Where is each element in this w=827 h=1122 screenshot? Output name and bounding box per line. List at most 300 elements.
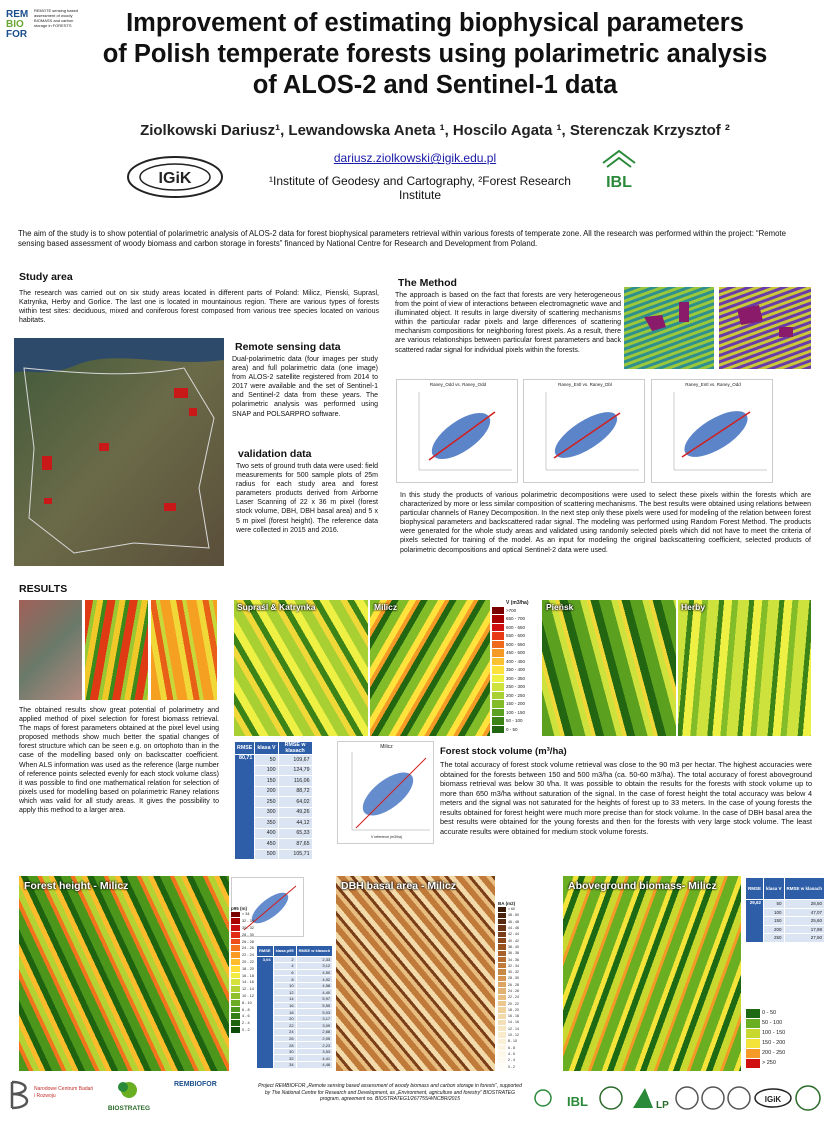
volume-legend-label: 450 - 500 xyxy=(506,650,526,656)
table-cell: 47,07 xyxy=(784,908,825,917)
height-legend-label: 32 - 34 xyxy=(242,919,254,924)
fsv-heading: Forest stock volume (m³/ha) xyxy=(440,746,567,757)
agb-legend-label: 100 - 150 xyxy=(762,1030,786,1036)
volume-legend-item xyxy=(492,674,542,683)
volume-legend-item xyxy=(492,632,542,641)
dbh-legend-item xyxy=(498,1063,528,1069)
table-cell: 4,92 xyxy=(296,976,333,983)
agb-legend-item xyxy=(746,1038,806,1048)
dbh-legend-label: 24 - 26 xyxy=(508,989,519,993)
volume-legend-label: 250 - 300 xyxy=(506,684,526,690)
method-text-1: The approach is based on the fact that forests are very heterogeneous from the point of view of interactions between electromagnetic wave and illuminated object. It results in large diversity of scattering mechanisms within the particular radar pixels and large differences of scattering mechanism compositions for neighboring forest pixels. As a result, there are various relationships between particular forest parameters and back scattered radar signal for individual pixels within the forests. xyxy=(395,292,621,354)
dbh-legend-label: 4 - 6 xyxy=(508,1051,516,1056)
scatter-plot-3 xyxy=(651,379,773,483)
dbh-legend-swatch xyxy=(498,1039,506,1044)
dbh-legend-swatch xyxy=(498,907,506,912)
dbh-legend-swatch xyxy=(498,1014,506,1019)
partner-logos xyxy=(533,1080,823,1116)
table-cell: 3,53 xyxy=(296,1048,333,1055)
agb-th-class: klasa V xyxy=(764,878,785,900)
volume-legend-item xyxy=(492,657,542,666)
height-legend-item xyxy=(231,952,256,959)
table-cell: 116,06 xyxy=(278,776,312,787)
height-th-rmse: RMSE xyxy=(257,946,274,957)
volume-legend-label: 150 - 200 xyxy=(506,701,526,707)
table-cell: 50 xyxy=(764,900,785,909)
study-area-map xyxy=(14,338,224,566)
dbh-legend-label: 14 - 16 xyxy=(508,1020,519,1025)
height-legend-item xyxy=(231,945,256,952)
dbh-legend-swatch xyxy=(498,1026,506,1031)
height-legend-item xyxy=(231,979,256,986)
table-cell: 3,17 xyxy=(296,1015,333,1022)
dbh-legend-swatch xyxy=(498,1020,506,1025)
svg-text:BIO: BIO xyxy=(6,19,24,30)
table-cell: 18 xyxy=(273,1009,296,1016)
height-legend-label: 0 - 2 xyxy=(242,1027,250,1032)
table-cell: 5,03 xyxy=(296,1009,333,1016)
dbh-legend-swatch xyxy=(498,944,506,949)
height-legend-swatch xyxy=(231,1027,240,1033)
remote-sensing-text: Dual-polarimetric data (four images per study area) and full polarimetric data (one image) from ALOS-2 satellite registered from 2014 to 2017 were available and the set of Sentinel-1 and Sentinel-2 data from these years. The polarimetric analysis was performed using SNAP and POLSARPRO software. xyxy=(232,356,378,418)
height-legend-label: 4 - 6 xyxy=(242,1014,250,1019)
agb-legend-swatch xyxy=(746,1059,760,1068)
fsv-th-rmse: RMSE xyxy=(235,742,255,755)
table-cell: 100 xyxy=(255,765,278,776)
agb-legend-swatch xyxy=(746,1029,760,1038)
validation-heading: validation data xyxy=(238,448,312,460)
orthophoto-thumb xyxy=(19,600,82,700)
ibl-logo xyxy=(595,145,643,190)
agb-legend-label: > 250 xyxy=(762,1060,776,1066)
dbh-legend-label: 18 - 20 xyxy=(508,1007,519,1012)
map-dbh-basal-area xyxy=(336,876,495,1071)
results-heading: RESULTS xyxy=(19,583,68,595)
agb-legend-item xyxy=(746,1048,806,1058)
table-cell: 87,65 xyxy=(278,839,312,850)
agb-legend-swatch xyxy=(746,1019,760,1028)
height-legend-label: 14 - 16 xyxy=(242,980,254,985)
ncbr-logo xyxy=(8,1078,98,1114)
height-legend-swatch xyxy=(231,1013,240,1019)
height-legend-swatch xyxy=(231,918,240,924)
dbh-legend-label: 10 - 12 xyxy=(508,1033,519,1038)
height-legend-swatch xyxy=(231,966,240,972)
agb-legend-item xyxy=(746,1018,806,1028)
height-legend-item xyxy=(231,1020,256,1027)
volume-legend-item xyxy=(492,666,542,675)
height-legend-item xyxy=(231,999,256,1006)
volume-legend-item xyxy=(492,623,542,632)
table-cell: 3,12 xyxy=(296,963,333,970)
height-legend-item xyxy=(231,911,256,918)
height-legend-title: p95 (m) xyxy=(231,906,248,911)
height-legend-swatch xyxy=(231,973,240,979)
volume-legend-label: 400 - 450 xyxy=(506,658,526,664)
title-line-1: Improvement of estimating biophysical parameters xyxy=(126,9,744,37)
biostrateg-text: BIOSTRATEG xyxy=(107,1105,151,1112)
table-cell: 2,33 xyxy=(296,956,333,963)
footer-rembiofor-logo: REMBIOFOR xyxy=(174,1081,217,1088)
volume-legend-swatch xyxy=(492,607,504,615)
agb-legend-swatch xyxy=(746,1049,760,1058)
dbh-legend-swatch xyxy=(498,957,506,962)
dbh-legend-label: 32 - 34 xyxy=(508,963,519,968)
height-legend-item xyxy=(231,931,256,938)
volume-legend-swatch xyxy=(492,700,504,708)
table-cell: 105,71 xyxy=(278,849,312,860)
dbh-legend-label: 6 - 8 xyxy=(508,1045,516,1050)
fsv-th-class: klasa V xyxy=(255,742,278,755)
height-legend-label: 18 - 20 xyxy=(242,966,254,971)
table-cell: 150 xyxy=(764,917,785,926)
volume-legend-item xyxy=(492,606,542,615)
height-legend-swatch xyxy=(231,1007,240,1013)
dbh-legend-label: 36 - 38 xyxy=(508,951,519,956)
title-line-3: of ALOS-2 and Sentinel-1 data xyxy=(252,71,618,99)
table-cell: 4 xyxy=(273,963,296,970)
fsv-th-rmse-class: RMSE w klasach xyxy=(278,742,312,755)
rmse-total: 29,62 xyxy=(746,900,764,943)
scatter-plot-1-title: Raney_Odd vs. Raney_Odd xyxy=(429,382,487,387)
height-th-rmse-class: RMSE w klasach xyxy=(296,946,333,957)
table-cell: 500 xyxy=(255,849,278,860)
height-legend-label: 12 - 14 xyxy=(242,987,254,992)
volume-legend-label: 550 - 600 xyxy=(506,633,526,639)
dbh-legend-label: 8 - 10 xyxy=(508,1039,517,1044)
table-cell: 2,68 xyxy=(296,1029,333,1036)
footer-lp-logo: LP xyxy=(656,1100,669,1111)
height-legend-swatch xyxy=(231,979,240,985)
dbh-legend-label: 12 - 14 xyxy=(508,1026,519,1031)
volume-legend-swatch xyxy=(492,641,504,649)
table-cell: 17,98 xyxy=(784,925,825,934)
dbh-legend-swatch xyxy=(498,976,506,981)
igik-logo-text: IGiK xyxy=(158,170,192,187)
dbh-legend-swatch xyxy=(498,1058,506,1063)
igik-logo xyxy=(125,152,225,202)
table-cell: 250 xyxy=(764,934,785,943)
dbh-legend-label: 48 - 50 xyxy=(508,913,519,918)
table-cell: 8 xyxy=(273,976,296,983)
radar-image-2 xyxy=(719,287,811,369)
dbh-legend-swatch xyxy=(498,1032,506,1037)
height-legend-item xyxy=(231,993,256,1000)
table-cell: 14 xyxy=(273,996,296,1003)
volume-legend-item xyxy=(492,700,542,709)
volume-legend-label: 350 - 400 xyxy=(506,667,526,673)
table-cell: 22 xyxy=(273,1022,296,1029)
table-cell: 250 xyxy=(255,797,278,808)
table-cell: 2,05 xyxy=(296,1035,333,1042)
dbh-legend-swatch xyxy=(498,1045,506,1050)
map-thumb-2 xyxy=(151,600,217,700)
height-legend-label: 8 - 10 xyxy=(242,1000,252,1005)
fsv-scatter-title: Milicz xyxy=(380,744,393,750)
table-cell: 49,26 xyxy=(278,807,312,818)
dbh-legend-swatch xyxy=(498,932,506,937)
dbh-legend-label: 42 - 44 xyxy=(508,932,519,937)
volume-legend-label: >700 xyxy=(506,607,517,613)
height-legend-label: 10 - 12 xyxy=(242,993,254,998)
height-legend-item xyxy=(231,986,256,993)
table-cell: 150 xyxy=(255,776,278,787)
volume-legend-swatch xyxy=(492,726,504,734)
agb-legend-label: 200 - 250 xyxy=(762,1050,786,1056)
map-aboveground-biomass xyxy=(563,876,741,1071)
table-cell: 124,79 xyxy=(278,765,312,776)
height-legend-swatch xyxy=(231,1020,240,1026)
dbh-legend-label: 22 - 24 xyxy=(508,995,519,1000)
dbh-legend-label: 38 - 40 xyxy=(508,944,519,949)
height-legend-label: 30 - 32 xyxy=(242,925,254,930)
radar-image-1 xyxy=(624,287,714,369)
agb-legend-item xyxy=(746,1058,806,1068)
volume-legend-title: V (m3/ha) xyxy=(506,600,529,606)
height-th-class: klasa p95 xyxy=(273,946,296,957)
remote-sensing-heading: Remote sensing data xyxy=(235,341,341,353)
table-cell: 12 xyxy=(273,989,296,996)
height-legend-item xyxy=(231,925,256,932)
dbh-legend-swatch xyxy=(498,925,506,930)
volume-legend-label: 600 - 650 xyxy=(506,624,526,630)
table-row xyxy=(235,755,313,766)
footer-project-text: Project REMBIOFOR „Remote sensing based assessment of woody biomass and carbon storage in forests”, supported by The National Centre for Research and Development, as „Environment, agriculture and forestry” BIOSTRATEG program, agreement no. BIOSTRATEG1/267755/4/NCBR/2015 xyxy=(258,1083,522,1102)
height-legend-label: 26 - 28 xyxy=(242,939,254,944)
dbh-legend-swatch xyxy=(498,1007,506,1012)
height-legend xyxy=(231,906,256,1033)
map-forest-height xyxy=(19,876,229,1071)
volume-legend-swatch xyxy=(492,649,504,657)
agb-th-rmse: RMSE xyxy=(746,878,764,900)
dbh-legend-label: 28 - 30 xyxy=(508,976,519,981)
table-cell: 200 xyxy=(764,925,785,934)
authors: Ziolkowski Dariusz¹, Lewandowska Aneta ¹, Hoscilo Agata ¹, Sterenczak Krzysztof ² xyxy=(140,122,730,139)
dbh-legend-label: 46 - 48 xyxy=(508,919,519,924)
rembiofor-logo xyxy=(6,6,86,40)
volume-legend-swatch xyxy=(492,675,504,683)
volume-legend-swatch xyxy=(492,615,504,623)
dbh-legend-swatch xyxy=(498,1001,506,1006)
scatter-plot-1 xyxy=(396,379,518,483)
table-cell: 100 xyxy=(764,908,785,917)
forest-height-label: Forest height - Milicz xyxy=(24,880,129,892)
table-cell: 16 xyxy=(273,1002,296,1009)
table-cell: 10 xyxy=(273,982,296,989)
volume-legend-swatch xyxy=(492,692,504,700)
height-rmse-table xyxy=(256,945,333,1069)
agb-legend-label: 0 - 50 xyxy=(762,1010,777,1016)
volume-legend-label: 650 - 700 xyxy=(506,616,526,622)
volume-legend-item xyxy=(492,640,542,649)
volume-legend-swatch xyxy=(492,683,504,691)
height-legend-item xyxy=(231,959,256,966)
agb-legend-swatch xyxy=(746,1009,760,1018)
height-legend-item xyxy=(231,1006,256,1013)
volume-legend-swatch xyxy=(492,709,504,717)
dbh-legend-label: 44 - 46 xyxy=(508,926,519,931)
dbh-legend-swatch xyxy=(498,982,506,987)
table-cell: 25,60 xyxy=(784,917,825,926)
footer-igik-logo: IGiK xyxy=(764,1095,782,1104)
height-legend-swatch xyxy=(231,925,240,931)
map-thumb-1 xyxy=(85,600,148,700)
table-cell: 4,46 xyxy=(296,1062,333,1069)
dbh-legend-label: 30 - 32 xyxy=(508,970,519,975)
scatter-plot-3-title: Raney_Entl vs. Raney_Odd xyxy=(685,382,741,387)
table-cell: 34 xyxy=(273,1062,296,1069)
volume-legend-label: 300 - 350 xyxy=(506,675,526,681)
volume-legend-label: 0 - 50 xyxy=(506,726,518,732)
method-text-2: In this study the products of various polarimetric decompositions were used to select these pixels within the forests which are characterized by more or less similar composition of scattering mechanisms. The best results were obtained using relations between particular channels of Raney Decomposition. In the next step only these pixels were used for modeling of the relation between forest biophysical parameters and backscattered radar signal. The modeling was performed using Random Forest Method. The products were generated for the whole study areas and validated using randomly selected pixels which did not have to meet the criteria of pixels selected for training of the model. As an input for modeling the original backscattering coefficient, selected products of polarimetric decompositions and optical Sentinel-2 data were used. xyxy=(400,492,811,554)
fsv-scatter-xlabel: V reference (m3/ha) xyxy=(370,835,403,839)
agb-label: Aboveground biomass- Milicz xyxy=(568,880,717,892)
volume-legend-item xyxy=(492,615,542,624)
height-legend-swatch xyxy=(231,1000,240,1006)
biostrateg-logo xyxy=(96,1080,162,1112)
volume-legend-swatch xyxy=(492,658,504,666)
title-line-2: of Polish temperate forests using polarimetric analysis xyxy=(102,40,768,68)
volume-legend-item xyxy=(492,708,542,717)
table-cell: 300 xyxy=(255,807,278,818)
map-label-milicz: Milicz xyxy=(374,602,398,612)
height-legend-item xyxy=(231,1013,256,1020)
map-label-piensk: Pieńsk xyxy=(546,602,574,612)
map-suprasl-katrynka xyxy=(234,600,368,736)
table-cell: 27,50 xyxy=(784,934,825,943)
rembiofor-tagline: REMOTE sensing based assessment of woody BIOMASS and carbon storage in FORESTS xyxy=(34,8,79,28)
height-legend-swatch xyxy=(231,952,240,958)
height-legend-label: 28 - 30 xyxy=(242,932,254,937)
dbh-legend-label: > 60 xyxy=(508,907,515,912)
method-heading: The Method xyxy=(398,277,457,289)
height-legend-swatch xyxy=(231,945,240,951)
height-legend-label: > 34 xyxy=(242,912,250,917)
table-cell: 32 xyxy=(273,1055,296,1062)
table-cell: 28 xyxy=(273,1042,296,1049)
height-legend-label: 24 - 26 xyxy=(242,946,254,951)
volume-legend-item xyxy=(492,691,542,700)
table-cell: 3,09 xyxy=(296,1022,333,1029)
dbh-label: DBH basal area - Milicz xyxy=(341,880,456,892)
table-cell: 50 xyxy=(255,755,278,766)
dbh-legend-swatch xyxy=(498,919,506,924)
dbh-legend-swatch xyxy=(498,988,506,993)
table-cell: 64,02 xyxy=(278,797,312,808)
height-legend-item xyxy=(231,965,256,972)
ibl-logo-text: IBL xyxy=(606,174,632,190)
footer-ibl-logo: IBL xyxy=(567,1094,588,1109)
ncbr-text: Narodowe Centrum Badań i Rozwoju xyxy=(34,1086,94,1099)
map-milicz-v xyxy=(370,600,490,736)
volume-legend-label: 200 - 250 xyxy=(506,692,526,698)
dbh-legend-swatch xyxy=(498,1064,506,1069)
height-legend-item xyxy=(231,972,256,979)
height-legend-item xyxy=(231,918,256,925)
dbh-legend-swatch xyxy=(498,938,506,943)
height-legend-swatch xyxy=(231,986,240,992)
volume-legend-swatch xyxy=(492,624,504,632)
height-legend-swatch xyxy=(231,939,240,945)
table-cell: 200 xyxy=(255,786,278,797)
dbh-legend-label: 26 - 28 xyxy=(508,982,519,987)
agb-rmse-table xyxy=(745,877,825,943)
dbh-legend-label: 20 - 22 xyxy=(508,1001,519,1006)
fsv-scatter xyxy=(337,741,434,844)
dbh-legend-swatch xyxy=(498,963,506,968)
dbh-legend-title: BA (m2) xyxy=(498,901,516,906)
map-label-suprasl: Supraśl & Katrynka xyxy=(237,602,316,612)
dbh-legend xyxy=(498,901,528,1070)
institutions: ¹Institute of Geodesy and Cartography, ²Forest Research Institute xyxy=(269,174,571,202)
study-area-heading: Study area xyxy=(19,271,73,283)
volume-legend-swatch xyxy=(492,717,504,725)
table-cell: 26 xyxy=(273,1035,296,1042)
agb-legend xyxy=(746,1008,806,1068)
agb-legend-item xyxy=(746,1028,806,1038)
table-cell: 5,97 xyxy=(296,996,333,1003)
height-legend-label: 20 - 22 xyxy=(242,959,254,964)
validation-text: Two sets of ground truth data were used: field measurements for 500 sample plots of 25m radius for each study area and forest parameters products derived from Airborne Laser Scanning of 22 x 36 m pixel (forest stock volume, DBH, DBH basal area) and 5 x 5 m pixel (forest height). The reference data were collected in 2015 and 2016. xyxy=(236,463,378,534)
height-legend-label: 6 - 8 xyxy=(242,1007,250,1012)
map-label-herby: Herby xyxy=(681,602,706,612)
dbh-legend-label: 34 - 36 xyxy=(508,957,519,962)
dbh-legend-swatch xyxy=(498,913,506,918)
dbh-legend-label: 40 - 42 xyxy=(508,938,519,943)
fsv-text: The total accuracy of forest stock volume retrieval was close to the 90 m3 per hectar. The highest accuracies were obtained for the forests between 150 and 500 m3/ha (ca. 50-60 m3/ha). The total accuracy of forest aboveground biomass retrieval was below 30 t/ha. It was possible to obtain the results for the forests with stock volume up to more than 650 m3/ha without saturation of the signal. In the case of forest height the total accuracy was below 4 meters and the signal was not saturated for the heights of forest up to 33 meters. In the case of young forests the results obtained for forest height were much more precise than for stock volume. In the case of DBH basal area the best results were obtained for the young forests and then for the forests with very large stock volume. The least accurate results were obtained for medium stock volume forests. xyxy=(440,760,812,836)
table-cell: 400 xyxy=(255,828,278,839)
height-legend-item xyxy=(231,938,256,945)
agb-legend-swatch xyxy=(746,1039,760,1048)
table-cell: 5,55 xyxy=(296,1002,333,1009)
height-legend-item xyxy=(231,1027,256,1034)
agb-legend-item xyxy=(746,1008,806,1018)
study-area-text: The research was carried out on six study areas located in different parts of Poland: Milicz, Pienski, Suprasl, Katrynka, Herby and Gorlice. The last one is located in mountainous region. There are various types of forests within test sites: deciduous, mixed and coniferous forest composed from various tree species located on various habitats. xyxy=(19,290,379,325)
agb-legend-label: 50 - 100 xyxy=(762,1020,783,1026)
table-cell: 28,50 xyxy=(784,900,825,909)
table-cell: 109,67 xyxy=(278,755,312,766)
volume-legend-label: 100 - 150 xyxy=(506,709,526,715)
table-cell: 4,50 xyxy=(296,969,333,976)
table-cell: 4,40 xyxy=(296,989,333,996)
volume-legend-item xyxy=(492,717,542,726)
scatter-plot-2 xyxy=(523,379,645,483)
height-legend-swatch xyxy=(231,932,240,938)
svg-text:FOR: FOR xyxy=(6,29,28,40)
results-text: The obtained results show great potential of polarimetry and applied method of pixel selection for forest biomass retrieval. The maps of forest parameters obtained at the pixel level using proposed methods show much better the spatial changes of forest structure which can be seen e.g. on ortophoto than in the case of the modelling based only on backscatter coefficient. When ALS information was used as the reference (large number of reference points selected evenly for each stock volume class) it was possible to find one mathematical relation for selection of pixels used for modelling based on polarimetric Raney relations which was valid for all study areas. It gives the possibility to apply this method to a larger area. xyxy=(19,707,219,815)
dbh-legend-swatch xyxy=(498,1051,506,1056)
table-cell: 6 xyxy=(273,969,296,976)
agb-th-rmse-class: RMSE w klasach xyxy=(784,878,825,900)
table-row xyxy=(746,900,825,909)
fsv-rmse-table xyxy=(234,741,313,860)
table-cell: 65,33 xyxy=(278,828,312,839)
table-cell: 350 xyxy=(255,818,278,829)
rmse-total: 3,04 xyxy=(257,956,274,1068)
svg-text:REM: REM xyxy=(6,9,29,20)
email-link[interactable]: dariusz.ziolkowski@igik.edu.pl xyxy=(333,151,497,165)
volume-legend-swatch xyxy=(492,666,504,674)
height-legend-label: 22 - 24 xyxy=(242,953,254,958)
volume-legend-item xyxy=(492,649,542,658)
table-cell: 88,72 xyxy=(278,786,312,797)
volume-legend-label: 500 - 550 xyxy=(506,641,526,647)
dbh-legend-label: 16 - 18 xyxy=(508,1014,519,1019)
dbh-legend-label: 2 - 4 xyxy=(508,1058,516,1063)
height-legend-swatch xyxy=(231,993,240,999)
scatter-plot-2-title: Raney_Entl vs. Raney_Dbl xyxy=(558,382,612,387)
table-cell: 20 xyxy=(273,1015,296,1022)
